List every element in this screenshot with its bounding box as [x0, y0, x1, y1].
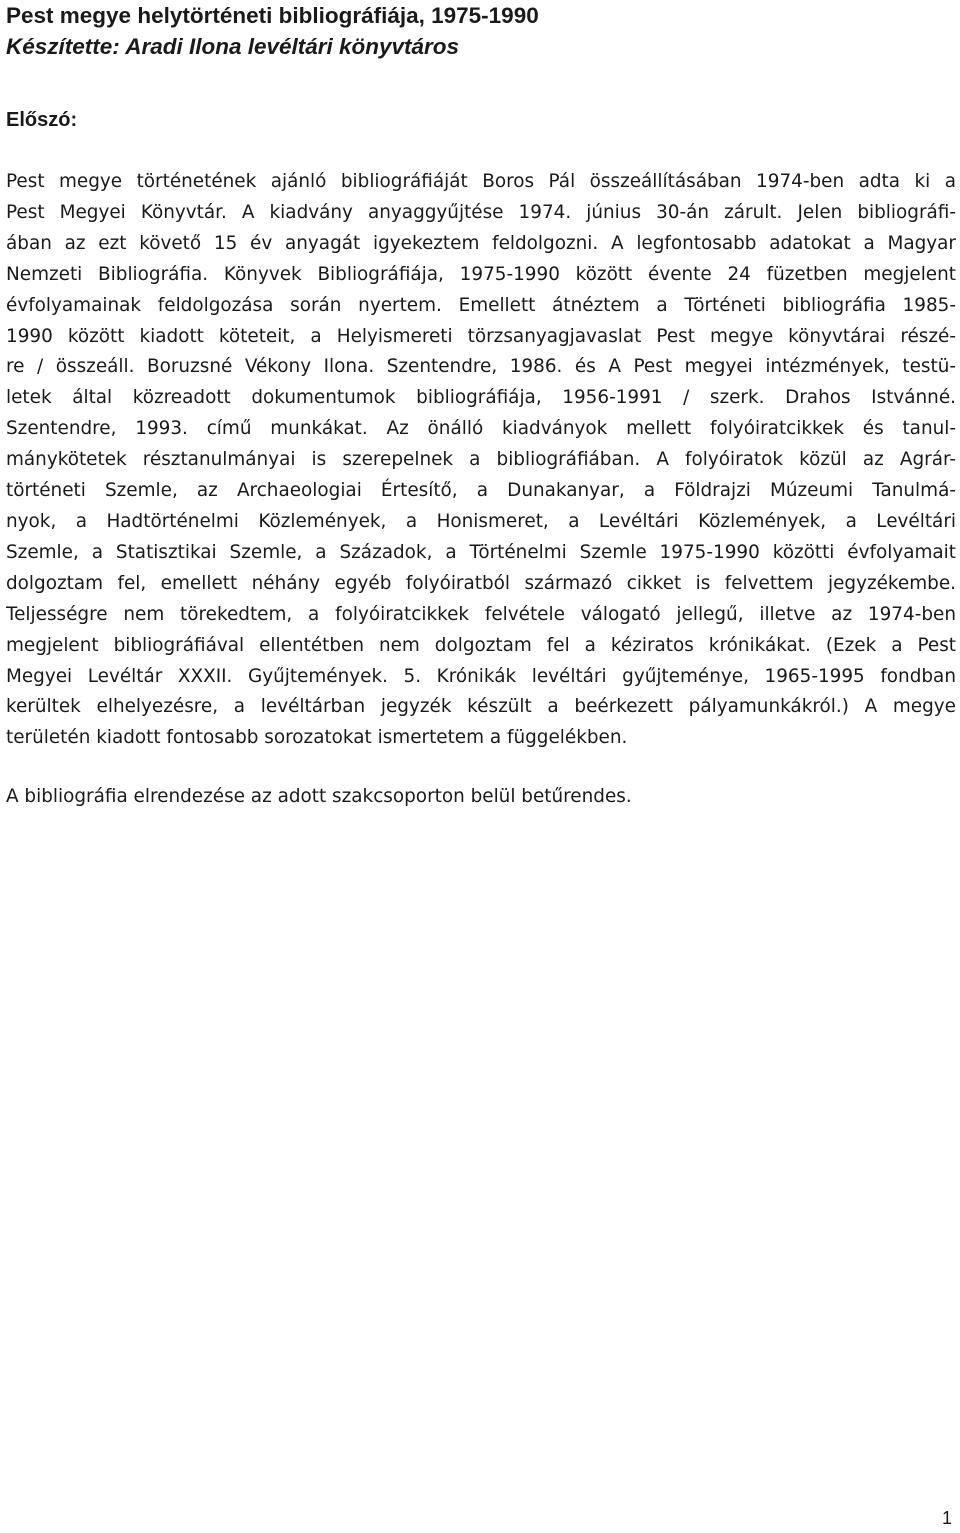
paragraph-line: Teljességre nem törekedtem, a folyóiratcikkek felvétele válogató jellegű, illetve az 1974-ben	[6, 603, 956, 625]
paragraph-line: történeti Szemle, az Archaeologiai Értesítő, a Dunakanyar, a Földrajzi Múzeumi Tanulmá-	[6, 480, 956, 502]
paragraph-line: kerültek elhelyezésre, a levéltárban jegyzék készült a beérkezett pályamunkákról.) A megye	[6, 696, 956, 718]
paragraph-line: letek által közreadott dokumentumok bibliográfiája, 1956-1991 / szerk. Drahos Istvánné.	[6, 387, 956, 409]
paragraph-line: Pest megye történetének ajánló bibliográfiáját Boros Pál összeállításában 1974-ben adta ki a	[6, 171, 956, 192]
paragraph-line: Szemle, a Statisztikai Szemle, a Századok, a Történelmi Szemle 1975-1990 közötti évfolyamait	[6, 541, 956, 563]
paragraph-line: Nemzeti Bibliográfia. Könyvek Bibliográfiája, 1975-1990 között évente 24 füzetben megjelent	[6, 263, 956, 285]
paragraph-line: nyok, a Hadtörténelmi Közlemények, a Honismeret, a Levéltári Közlemények, a Levéltári	[6, 510, 956, 532]
paragraph-line: évfolyamainak feldolgozása során nyertem. Emellett átnéztem a Történeti bibliográfia 1985-	[6, 294, 956, 316]
paragraph-line: re / összeáll. Boruzsné Vékony Ilona. Szentendre, 1986. és A Pest megyei intézmények, testü-	[6, 356, 956, 378]
document-title: Pest megye helytörténeti bibliográfiája, 1975-1990	[6, 3, 539, 28]
page-number: 1	[941, 1508, 952, 1528]
paragraph-line: 1990 között kiadott köteteit, a Helyismereti törzsanyagjavaslat Pest megye könyvtárai részé-	[6, 325, 956, 347]
paragraph-line: A bibliográfia elrendezése az adott szakcsoporton belül betűrendes.	[6, 786, 632, 807]
paragraph-intro	[6, 167, 956, 754]
paragraph-line: ában az ezt követő 15 év anyagát igyekeztem feldolgozni. A legfontosabb adatokat a Magyar	[6, 232, 956, 254]
paragraph-line: megjelent bibliográfiával ellentétben nem dolgoztam fel a kéziratos krónikákat. (Ezek a Pest	[6, 634, 956, 656]
paragraph-arrangement	[6, 782, 956, 813]
paragraph-line: Pest Megyei Könyvtár. A kiadvány anyaggyűjtése 1974. június 30-án zárult. Jelen bibliográfi-	[6, 201, 956, 223]
paragraph-line: mánykötetek résztanulmányai is szerepelnek a bibliográfiában. A folyóiratok közül az Agrár-	[6, 449, 956, 471]
document-title-block	[6, 0, 539, 62]
paragraph-line: területén kiadott fontosabb sorozatokat ismertetem a függelékben.	[6, 727, 628, 749]
section-heading: Előszó:	[6, 109, 78, 131]
document-subtitle: Készítette: Aradi Ilona levéltári könyvtáros	[6, 34, 460, 59]
paragraph-line: Szentendre, 1993. című munkákat. Az önálló kiadványok mellett folyóiratcikkek és tanul-	[6, 418, 956, 440]
paragraph-line: dolgoztam fel, emellett néhány egyéb folyóiratból származó cikket is felvettem jegyzékembe.	[6, 572, 956, 594]
paragraph-line: Megyei Levéltár XXXII. Gyűjtemények. 5. Krónikák levéltári gyűjteménye, 1965-1995 fondban	[6, 665, 956, 687]
